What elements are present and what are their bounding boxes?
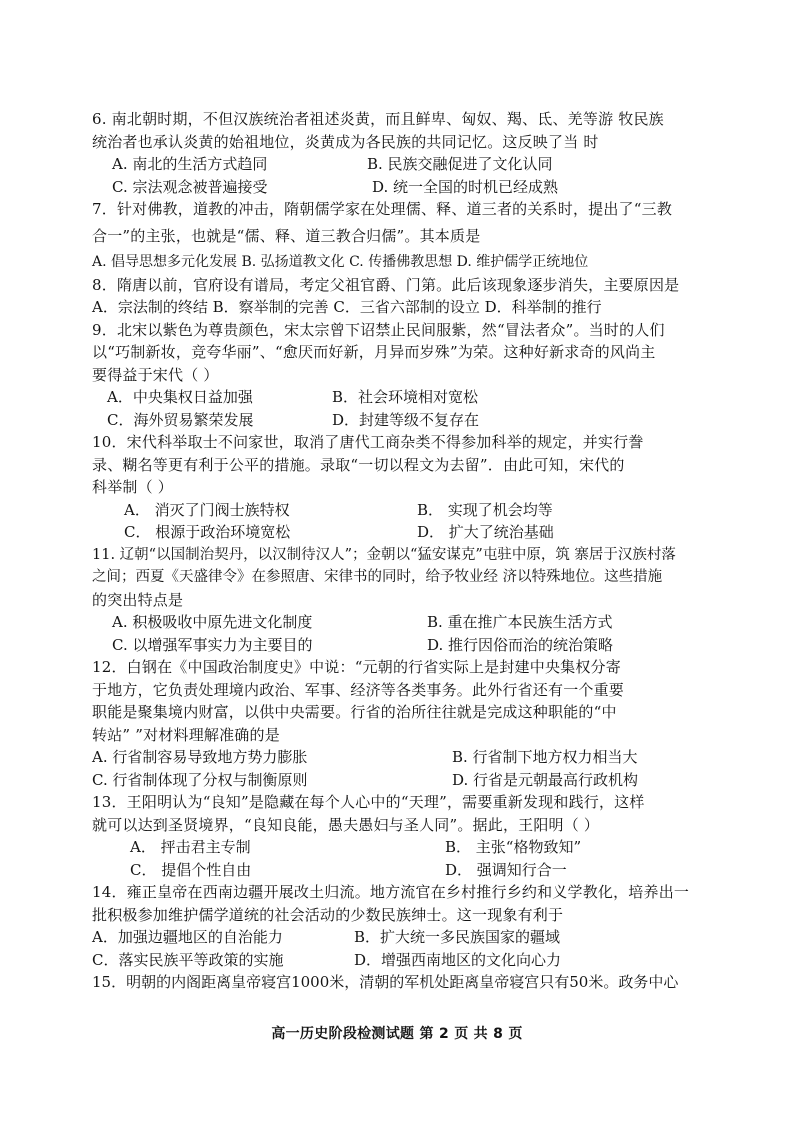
options-row: A. 倡导思想多元化发展 B. 弘扬道教文化 C. 传播佛教思想 D. 维护儒学正统地位 bbox=[92, 254, 589, 270]
option-b: B． 主张“格物致知” bbox=[445, 838, 582, 856]
option-b: B. 行省制下地方权力相当大 bbox=[452, 748, 638, 766]
question-text: 6. 南北朝时期，不但汉族统治者祖述炎黄，而且鲜卑、匈奴、羯、氐、羌等游 牧民族 bbox=[92, 110, 664, 128]
options-row: A．宗法制的终结 B．察举制的完善 C．三省六部制的设立 D．科举制的推行 bbox=[92, 298, 602, 316]
option-c: C． 根源于政治环境宽松 bbox=[124, 523, 291, 541]
question-text: 统治者也承认炎黄的始祖地位，炎黄成为各民族的共同记忆。这反映了当 时 bbox=[92, 132, 599, 151]
question-7 bbox=[92, 198, 712, 274]
options-row bbox=[92, 611, 712, 634]
question-text: 8．隋唐以前，官府设有谱局，考定父祖官爵、门第。此后该现象逐步消失，主要原因是 bbox=[92, 275, 680, 294]
page-footer: 高一历史阶段检测试题 第 2 页 共 8 页 bbox=[271, 1026, 523, 1042]
option-c: C. 行省制体现了分权与制衡原则 bbox=[92, 770, 308, 789]
option-d: D. 统一全国的时机已经成熟 bbox=[372, 177, 559, 196]
question-text: 就可以达到圣贤境界，“良知良能，愚夫愚妇与圣人同”。据此，王阳明（ ） bbox=[92, 815, 600, 834]
question-text: 于地方，它负责处理境内政治、军事、经济等各类事务。此外行省还有一个重要 bbox=[92, 680, 625, 699]
option-a: A． 抨击君主专制 bbox=[130, 838, 251, 856]
options-row bbox=[92, 499, 712, 522]
option-b: B．扩大统一多民族国家的疆域 bbox=[354, 928, 561, 946]
question-text: 的突出特点是 bbox=[92, 590, 184, 609]
option-b: B. 民族交融促进了文化认同 bbox=[367, 155, 553, 173]
options-row bbox=[92, 949, 712, 972]
options-row bbox=[92, 409, 712, 432]
question-text: 以“巧制新妆，竞夸华丽”、“愈厌而好新，月异而岁殊”为荣。这种好新求奇的风尚主 bbox=[92, 343, 656, 361]
options-row bbox=[92, 926, 712, 949]
options-row bbox=[92, 769, 712, 792]
option-c: C．落实民族平等政策的实施 bbox=[92, 950, 284, 969]
question-text: 7．针对佛教，道教的冲击，隋朝儒学家在处理儒、释、道三者的关系时，提出了“三教 bbox=[92, 200, 673, 218]
option-a: A． 消灭了门阀士族特权 bbox=[124, 500, 290, 519]
options-row bbox=[92, 153, 712, 176]
option-c: C. 宗法观念被普遍接受 bbox=[112, 177, 268, 196]
question-12 bbox=[92, 656, 712, 791]
option-c: C. 以增强军事实力为主要目的 bbox=[112, 635, 313, 654]
question-11 bbox=[92, 544, 712, 657]
question-text: 9．北宋以紫色为尊贵颜色，宋太宗曾下诏禁止民间服紫，然“冒法者众”。当时的人们 bbox=[92, 320, 665, 339]
question-text: 科举制（ ） bbox=[92, 478, 173, 496]
option-b: B．社会环境相对宽松 bbox=[332, 388, 479, 406]
option-a: A．中央集权日益加强 bbox=[107, 388, 253, 406]
options-row bbox=[92, 521, 712, 544]
question-text: 10．宋代科举取士不问家世，取消了唐代工商杂类不得参加科举的规定，并实行誊 bbox=[92, 433, 644, 451]
question-text: 之间；西夏《天盛律令》在参照唐、宋律书的同时，给予牧业经 济以特殊地位。这些措施 bbox=[92, 569, 663, 585]
question-text: 职能是聚集境内财富，以供中央需要。行省的治所往往就是完成这种职能的“中 bbox=[92, 703, 617, 721]
question-text: 录、糊名等更有利于公平的措施。录取“一切以程文为去留”．由此可知，宋代的 bbox=[92, 455, 625, 474]
question-text: 合一”的主张，也就是“儒、释、道三教合归儒”。其本质是 bbox=[92, 226, 481, 245]
options-row bbox=[92, 634, 712, 657]
question-14 bbox=[92, 881, 712, 971]
option-d: D. 行省是元朝最高行政机构 bbox=[452, 770, 639, 789]
question-9 bbox=[92, 319, 712, 432]
question-text: 批积极参加维护儒学道统的社会活动的少数民族绅士。这一现象有利于 bbox=[92, 905, 564, 924]
question-text: 转站” ”对材料理解准确的是 bbox=[92, 725, 280, 744]
option-b: B. 重在推广本民族生活方式 bbox=[427, 613, 613, 631]
question-15 bbox=[92, 971, 712, 994]
question-text: 11. 辽朝“以国制治契丹，以汉制待汉人”；金朝以“猛安谋克”屯驻中原，筑 寨居于汉族村落 bbox=[92, 546, 676, 563]
option-a: A. 行省制容易导致地方势力膨胀 bbox=[92, 748, 308, 766]
option-d: D. 推行因俗而治的统治策略 bbox=[427, 635, 614, 654]
question-6 bbox=[92, 108, 712, 198]
exam-page bbox=[92, 108, 712, 994]
option-a: A. 积极吸收中原先进文化制度 bbox=[112, 613, 313, 631]
question-text: 要得益于宋代（ ） bbox=[92, 365, 219, 384]
options-row bbox=[92, 746, 712, 769]
options-row bbox=[92, 386, 712, 409]
option-a: A．加强边疆地区的自治能力 bbox=[92, 928, 283, 946]
options-row bbox=[92, 859, 712, 882]
option-d: D．增强西南地区的文化向心力 bbox=[354, 950, 562, 969]
question-text: 12．白钢在《中国政治制度史》中说：“元朝的行省实际上是封建中央集权分寄 bbox=[92, 658, 621, 676]
option-a: A. 南北的生活方式趋同 bbox=[112, 155, 268, 173]
option-d: D．封建等级不复存在 bbox=[332, 410, 480, 429]
option-d: D． 扩大了统治基础 bbox=[417, 523, 554, 541]
options-row bbox=[92, 836, 712, 859]
question-13 bbox=[92, 791, 712, 881]
question-text: 14．雍正皇帝在西南边疆开展改土归流。地方流官在乡村推行乡约和义学教化，培养出一 bbox=[92, 883, 690, 901]
option-c: C．海外贸易繁荣发展 bbox=[107, 410, 254, 429]
options-row bbox=[92, 176, 712, 199]
option-c: C． 提倡个性自由 bbox=[130, 860, 252, 879]
question-10 bbox=[92, 431, 712, 544]
option-d: D． 强调知行合一 bbox=[445, 860, 567, 879]
question-8 bbox=[92, 274, 712, 319]
question-text: 15．明朝的内阁距离皇帝寝宫1000米，清朝的军机处距离皇帝寝宫只有50米。政务中心 bbox=[92, 973, 679, 991]
option-b: B． 实现了机会均等 bbox=[417, 500, 553, 519]
question-text: 13．王阳明认为“良知”是隐藏在每个人心中的“天理”，需要重新发现和践行，这样 bbox=[92, 793, 645, 811]
